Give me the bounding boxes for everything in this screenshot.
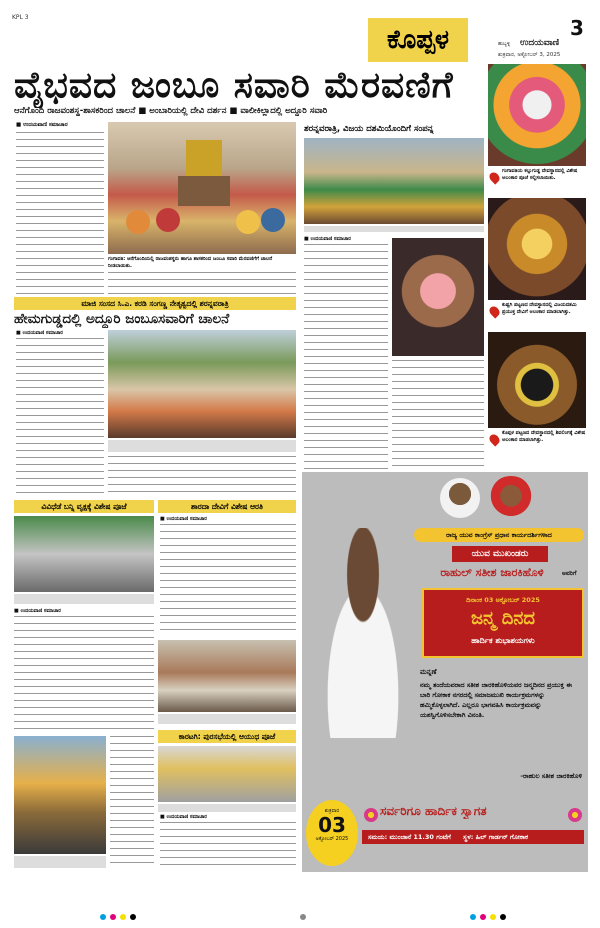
lead-body-text [16, 132, 104, 294]
paper-label: ಉದಯವಾಣಿ [520, 38, 560, 48]
ad-venue: ಸ್ಥಳ: ಹಿಲ್ ಗಾರ್ಡನ್ ಗೋಕಾಕ [463, 833, 528, 841]
second-story-kicker: ಮಾಜಿ ಸಂಸದ ಸಿ.ಎ. ಕರಡಿ ಸಂಗಣ್ಣ ನೇತೃತ್ವದಲ್ಲಿ ಶರನ್ನವರಾತ್ರಿ [14, 297, 296, 310]
bottom-left-caption [14, 856, 106, 868]
side-story-byline: ■ ಉದಯವಾಣಿ ಸಮಾಚಾರ [304, 236, 351, 242]
ad-name-suffix: ಅವರಿಗೆ [562, 570, 577, 577]
second-story-headline: ಹೇಮಗುಡ್ಡದಲ್ಲಿ ಅದ್ದೂರಿ ಜಂಬೂಸವಾರಿಗೆ ಚಾಲನೆ [14, 311, 230, 327]
lead-body-text-2 [108, 272, 296, 294]
bottom-left-text [110, 736, 154, 866]
page-number: 3 [570, 16, 584, 40]
location-pin-icon [487, 304, 501, 318]
second-story-byline: ■ ಉದಯವಾಣಿ ಸಮಾಚಾರ [16, 330, 63, 336]
lower-story-1-photo [14, 516, 154, 592]
birthday-ad [302, 472, 588, 872]
lead-photo-caption: ಗಂಗಾವತಿ: ಆನೆಗೊಂದಿಯಲ್ಲಿ ರಾಜವಂಶಸ್ಥರು ಹಾಗೂ ಶಾಸಕರಿಂದ ಜಂಬೂ ಸವಾರಿ ಮೆರವಣಿಗೆಗೆ ಚಾಲನೆ ನೀಡಲಾಯಿತು. [108, 256, 273, 269]
second-story-caption [108, 440, 296, 452]
side-story-text-3 [304, 398, 388, 472]
side-story-text [304, 244, 388, 394]
procession-illustration [108, 122, 296, 254]
ad-welcome: ಸರ್ವರಿಗೂ ಹಾರ್ದಿಕ ಸ್ವಾಗತ [380, 804, 487, 818]
ad-signature: -ರಾಹುಲ ಸತೀಶ ಜಾರಕಿಹೊಳಿ [520, 772, 582, 780]
ad-greeting: ಹಾರ್ದಿಕ ಶುಭಾಶಯಗಳು [471, 636, 535, 645]
flower-icon [568, 808, 582, 822]
right-caption-3: ಕೊಪ್ಪಳ ಪಟ್ಟಣದ ದೇವಸ್ಥಾನದಲ್ಲಿ ಶಿವಲಿಂಗಕ್ಕೆ ವಿಶೇಷ ಅಲಂಕಾರ ಮಾಡಲಾಗಿತ್ತು. [488, 430, 586, 458]
lower-story-3-byline: ■ ಉದಯವಾಣಿ ಸಮಾಚಾರ [160, 814, 207, 820]
lower-story-2-byline: ■ ಉದಯವಾಣಿ ಸಮಾಚಾರ [160, 516, 207, 522]
lower-story-2-caption [158, 714, 296, 724]
side-story-text-2 [392, 360, 484, 472]
lower-story-1-caption [14, 594, 154, 604]
second-story-photo [108, 330, 296, 438]
lower-story-1-byline: ■ ಉದಯವಾಣಿ ಸಮಾಚಾರ [14, 608, 61, 614]
ad-time: ಸಮಯ: ಮುಂಜಾನೆ 11.30 ಗಂಟೆಗೆ [368, 833, 451, 841]
lead-headline: ವೈಭವದ ಜಂಬೂ ಸವಾರಿ ಮೆರವಣಿಗೆ [14, 65, 454, 106]
lead-photo [108, 122, 296, 254]
lower-story-2-headline: ಶಾರದಾ ದೇವಿಗೆ ವಿಶೇಷ ಆರತಿ [158, 500, 296, 513]
ad-date-badge [306, 800, 358, 866]
second-story-text-2 [108, 456, 296, 496]
page-code: KPL 3 [12, 14, 29, 21]
ad-footer-bar [362, 830, 584, 844]
right-caption-2: ಕುಷ್ಟಗಿ ಪಟ್ಟಣದ ದೇವಸ್ಥಾನದಲ್ಲಿ ವಿಜಯದಶಮಿ ಪ್ರಯುಕ್ತ ದೇವಿಗೆ ಅಲಂಕಾರ ಮಾಡಲಾಗಿತ್ತು. [488, 302, 586, 330]
side-story-caption [304, 226, 484, 232]
bottom-left-photo [14, 736, 106, 854]
right-photo-3 [488, 332, 586, 428]
lower-story-1-headline: ವಿವಿಧೆಡೆ ಬನ್ನಿ ವೃಕ್ಷಕ್ಕೆ ವಿಶೇಷ ಪೂಜೆ [14, 500, 154, 513]
dateline: ಶುಕ್ರವಾರ, ಅಕ್ಟೋಬರ್ 3, 2025 [498, 52, 561, 58]
flower-icon [364, 808, 378, 822]
leader-portrait-1 [440, 478, 480, 518]
section-title: ಕೊಪ್ಪಳ [368, 18, 468, 62]
right-caption-1: ಗಂಗಾವತಿಯ ಕಲ್ಲುಗುಡ್ಡ ದೇವಸ್ಥಾನದಲ್ಲಿ ವಿಶೇಷ ಅಲಂಕಾರ ಪೂಜೆ ಸಲ್ಲಿಸಲಾಯಿತು. [488, 168, 586, 196]
lead-subhead: ಆನೆಗೊಂದಿ ರಾಜವಂಶಸ್ಥ-ಶಾಸಕರಿಂದ ಚಾಲನೆ ■ ಅಂಬಾರಿಯಲ್ಲಿ ದೇವಿ ದರ್ಶನ ■ ವಾಲೀಕಿಲ್ಲಾದಲ್ಲಿ ಅದ್ಧೂರಿ ಸವಾರಿ [14, 106, 328, 116]
goddess-photo [392, 238, 484, 356]
second-story-text [16, 338, 104, 498]
ad-message: ನಮ್ಮ ತಂದೆಯವರಾದ ಸತೀಶ ಜಾರಕಿಹೊಳಿಯವರ ಜನ್ಮದಿನದ ಪ್ರಯುಕ್ತ ಈ ಬಾರಿ ಗೋಕಾಕ ನಗರದಲ್ಲಿ ಸಮಾಜಮುಖಿ ಕಾರ್ಯಕ್ರಮಗಳನ್ನು ಹಮ್ಮಿಕೊಳ್ಳಲಾಗಿದೆ. ಎಲ್ಲರೂ ಭಾಗವಹಿಸಿ ಕಾರ್ಯಕ್ರಮವನ್ನು ಯಶಸ್ವಿಗೊಳಿಸಬೇಕಾಗಿ ವಿನಂತಿ. [420, 681, 572, 719]
right-photo-1 [488, 64, 586, 166]
main-portrait [308, 528, 418, 738]
lower-story-3-photo [158, 746, 296, 802]
lower-story-2-photo [158, 640, 296, 712]
side-story-headline: ಶರನ್ನವರಾತ್ರಿ, ವಿಜಯ ದಶಮಿಯೊಂದಿಗೆ ಸಂಪನ್ನ [304, 124, 434, 134]
location-pin-icon [487, 432, 501, 446]
paper-prefix: ಹುಬ್ಬಳ್ಳಿ [498, 41, 511, 47]
lower-story-2-text [160, 524, 296, 636]
ad-tag-line: ರಾಜ್ಯ ಯುವ ಕಾಂಗ್ರೆಸ್ ಪ್ರಧಾನ ಕಾರ್ಯದರ್ಶಿಗಳಾದ [414, 528, 584, 542]
ad-birthday-title: ಜನ್ಮ ದಿನದ [470, 608, 536, 629]
lower-story-3-text [160, 822, 296, 868]
lower-story-3-headline: ಕಾರಟಗಿ: ಪುರಸಭೆಯಲ್ಲಿ ಆಯುಧ ಪೂಜೆ [158, 730, 296, 743]
ad-date-line: ದಿನಾಂಕ 03 ಅಕ್ಟೋಬರ್ 2025 [466, 596, 540, 604]
ad-badge-day: 03 [318, 813, 346, 837]
lower-story-1-text [14, 616, 154, 732]
ad-salutation: ಮನ್ನಣೆ [420, 668, 437, 676]
lower-story-3-caption [158, 804, 296, 812]
location-pin-icon [487, 170, 501, 184]
side-story-photo [304, 138, 484, 224]
leader-portrait-2 [488, 476, 534, 520]
ad-birthday-banner [422, 588, 584, 658]
lead-byline: ■ ಉದಯವಾಣಿ ಸಮಾಚಾರ [16, 122, 68, 128]
ad-badge-top: ಶುಕ್ರವಾರ [324, 808, 340, 814]
ad-name: ರಾಹುಲ್ ಸತೀಶ ಜಾರಕಿಹೊಳಿ [440, 566, 544, 579]
ad-badge-month: ಅಕ್ಟೋಬರ್ 2025 [315, 836, 349, 842]
registration-marks [0, 912, 600, 922]
ad-role: ಯುವ ಮುಖಂಡರು [452, 546, 548, 562]
right-photo-2 [488, 198, 586, 300]
